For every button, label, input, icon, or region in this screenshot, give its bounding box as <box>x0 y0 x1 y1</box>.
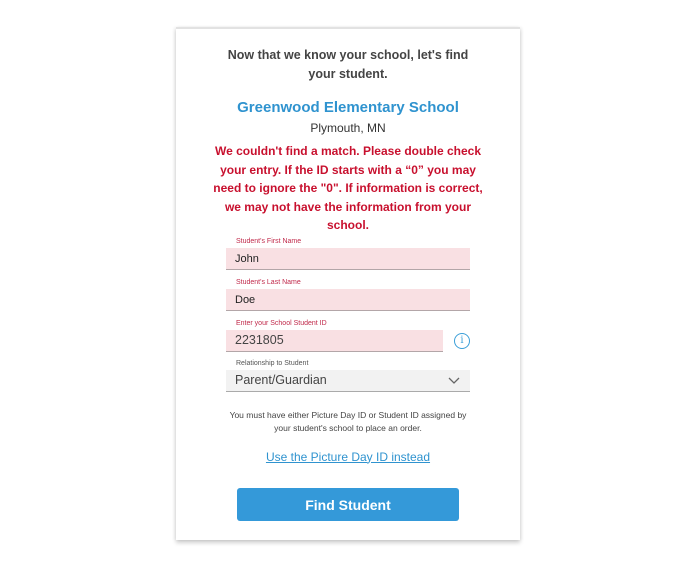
last-name-label: Student's Last Name <box>236 278 301 286</box>
student-id-input[interactable]: 2231805 <box>226 330 443 352</box>
relationship-group <box>226 352 470 392</box>
intro-text: Now that we know your school, let's find your student. <box>227 48 469 81</box>
relationship-label: Relationship to Student <box>236 359 309 367</box>
first-name-group <box>226 235 470 270</box>
last-name-group <box>226 270 470 311</box>
school-name: Greenwood Elementary School <box>237 99 459 116</box>
last-name-input[interactable]: Doe <box>226 289 470 311</box>
info-icon[interactable]: i <box>454 333 470 349</box>
relationship-select[interactable] <box>226 370 470 392</box>
find-student-button[interactable]: Find Student <box>237 488 459 521</box>
relationship-value: Parent/Guardian <box>235 372 327 387</box>
student-id-label: Enter your School Student ID <box>236 319 327 327</box>
error-message: We couldn't find a match. Please double check your entry. If the ID starts with a “0” you may need to ignore the "0". If information is correct, we may not have the information from your school. <box>213 144 483 232</box>
first-name-label: Student's First Name <box>236 237 302 245</box>
first-name-input[interactable]: John <box>226 248 470 270</box>
student-id-group <box>226 311 470 352</box>
id-requirement-note: You must have either Picture Day ID or Student ID assigned by your student's school to place an order. <box>229 409 467 433</box>
chevron-down-icon <box>448 374 460 386</box>
use-picture-day-id-link[interactable]: Use the Picture Day ID instead <box>265 449 431 464</box>
find-student-card <box>176 27 520 540</box>
school-location: Plymouth, MN <box>310 121 386 135</box>
